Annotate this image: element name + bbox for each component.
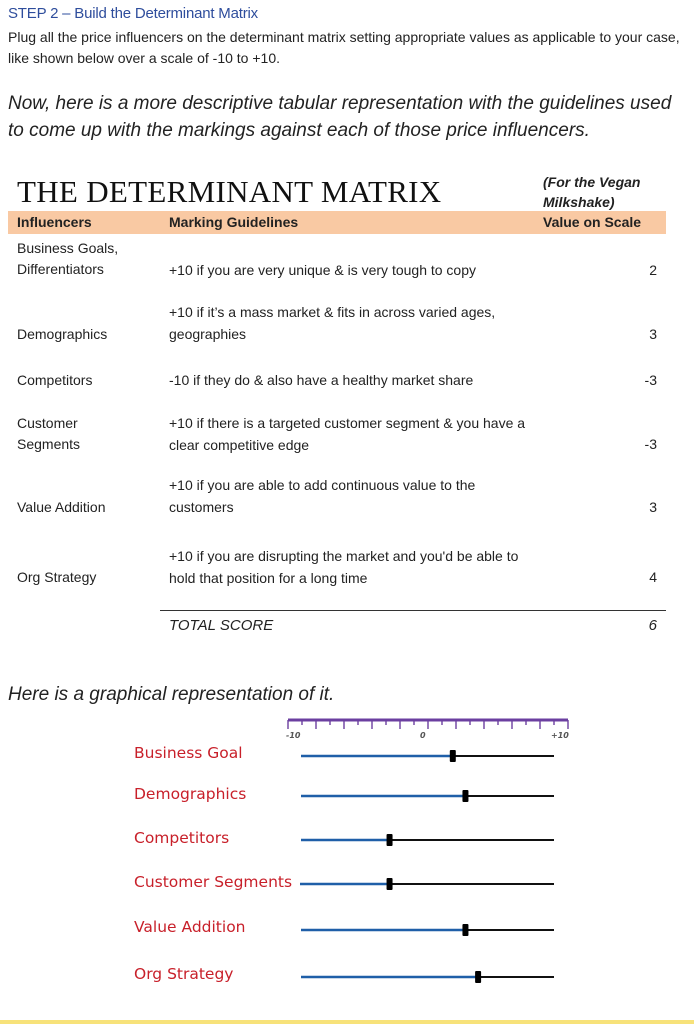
step-heading: STEP 2 – Build the Determinant Matrix <box>8 5 258 22</box>
matrix-title: THE DETERMINANT MATRIX <box>17 174 442 209</box>
slider-label-customer-segments: Customer Segments <box>134 873 293 891</box>
slider-handle <box>450 750 456 762</box>
row-label-customer-segments: Customer Segments <box>17 415 81 452</box>
graph-intro: Here is a graphical representation of it. <box>8 684 335 705</box>
row-guideline-demographics: +10 if it’s a mass market & fits in across varied ages, geographies <box>169 304 496 342</box>
slider-handle <box>462 924 468 936</box>
row-label-demographics: Demographics <box>17 326 108 342</box>
scale-min-label: -10 <box>286 731 301 740</box>
row-value-demographics: 3 <box>649 326 657 342</box>
row-guideline-customer-segments: +10 if there is a targeted customer segment & you have a clear competitive edge <box>169 415 526 453</box>
slider-handle <box>387 834 393 846</box>
scale-mid-label: 0 <box>420 731 426 740</box>
slider-label-demographics: Demographics <box>134 785 247 803</box>
slider-label-org-strategy: Org Strategy <box>134 965 234 983</box>
total-score-label: TOTAL SCORE <box>169 617 274 634</box>
intro-paragraph: Plug all the price influencers on the determinant matrix setting appropriate values as applicable to your case, like shown below over a scale of -10 to +10. <box>8 29 680 66</box>
row-value-org-strategy: 4 <box>649 569 657 585</box>
row-label-business-goals: Business Goals, Differentiators <box>17 240 119 277</box>
row-label-org-strategy: Org Strategy <box>17 569 97 585</box>
lead-paragraph: Now, here is a more descriptive tabular representation with the guidelines used to come up with the markings against each of those price influencers. <box>8 93 672 141</box>
slider-label-business-goal: Business Goal <box>134 744 243 762</box>
sliders <box>300 750 554 983</box>
row-value-competitors: -3 <box>644 372 657 388</box>
row-value-business-goals: 2 <box>649 262 657 278</box>
slider-handle <box>475 971 481 983</box>
slider-label-competitors: Competitors <box>134 829 230 847</box>
row-guideline-competitors: -10 if they do & also have a healthy market share <box>169 372 474 388</box>
row-value-value-addition: 3 <box>649 499 657 515</box>
header-influencers: Influencers <box>17 214 92 230</box>
slider-handle <box>387 878 393 890</box>
row-guideline-business-goals: +10 if you are very unique & is very tough to copy <box>169 262 477 278</box>
header-value: Value on Scale <box>543 214 642 230</box>
slider-label-value-addition: Value Addition <box>134 918 246 936</box>
row-guideline-org-strategy: +10 if you are disrupting the market and you'd be able to hold that position for a long time <box>169 548 519 586</box>
slider-handle <box>462 790 468 802</box>
row-label-value-addition: Value Addition <box>17 499 106 515</box>
header-guidelines: Marking Guidelines <box>169 214 299 230</box>
row-label-competitors: Competitors <box>17 372 93 388</box>
scale-max-label: +10 <box>551 731 569 740</box>
row-value-customer-segments: -3 <box>644 436 657 452</box>
total-score-value: 6 <box>648 617 657 634</box>
bottom-highlight-band <box>0 1020 694 1024</box>
row-guideline-value-addition: +10 if you are able to add continuous value to the customers <box>169 477 476 515</box>
matrix-note: (For the Vegan Milkshake) <box>543 174 641 210</box>
scale-bar <box>288 720 568 729</box>
